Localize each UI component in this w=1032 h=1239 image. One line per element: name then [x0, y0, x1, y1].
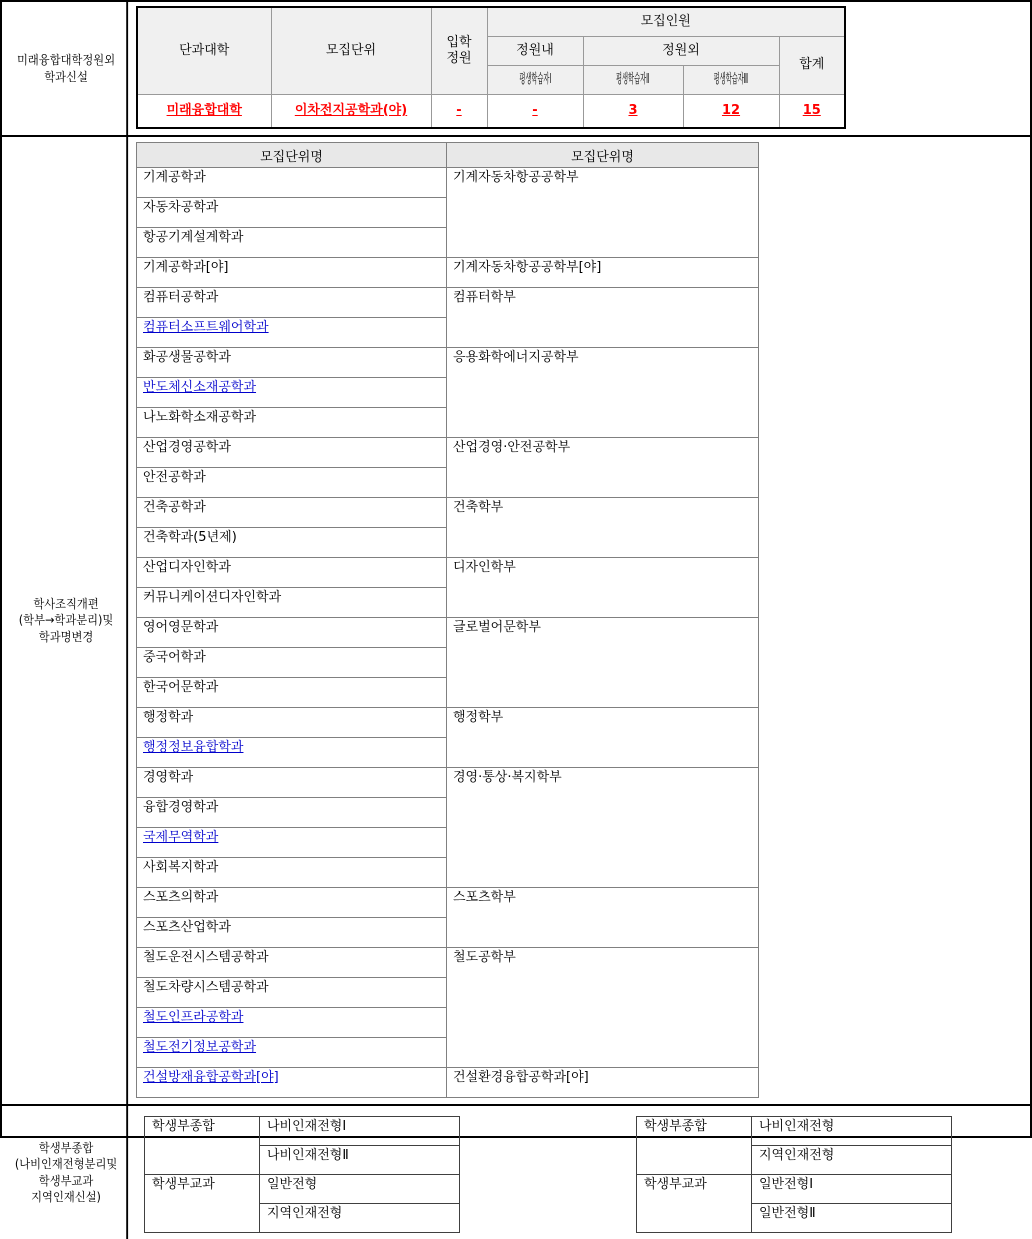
new-unit-cell: 컴퓨터공학과 [137, 288, 447, 318]
new-unit-cell: 자동차공학과 [137, 198, 447, 228]
table-row [137, 348, 759, 378]
admission-before-wrap [136, 1116, 636, 1233]
table-row [637, 1175, 952, 1204]
new-unit-cell: 사회복지학과 [137, 858, 447, 888]
quota-table [136, 6, 846, 129]
admission-label-line-4: 지역인재신설) [31, 1189, 101, 1204]
new-unit-cell: 융합경영학과 [137, 798, 447, 828]
new-unit-cell: 한국어문학과 [137, 678, 447, 708]
old-unit-cell: 기계자동차항공공학부[야] [447, 258, 759, 288]
quota-th-type2: 평생학습자Ⅱ [583, 66, 683, 95]
admission-type-cell: 나비인재전형Ⅰ [260, 1117, 460, 1146]
new-unit-cell: 철도전기정보공학과 [137, 1038, 447, 1068]
new-unit-cell: 중국어학과 [137, 648, 447, 678]
restructure-compare-table [136, 142, 759, 1098]
compare-th-new: 모집단위명 [137, 143, 447, 168]
admission-group-cell: 학생부종합 [637, 1117, 752, 1175]
quota-th-college: 단과대학 [137, 7, 271, 95]
new-unit-cell: 안전공학과 [137, 468, 447, 498]
table-row [137, 708, 759, 738]
quota-th-unit: 모집단위 [271, 7, 431, 95]
quota-th-entrance-quota: 입학 정원 [431, 7, 487, 95]
old-unit-cell: 컴퓨터학부 [447, 288, 759, 348]
table-row [137, 168, 759, 198]
table-row [145, 1175, 460, 1204]
new-unit-cell: 항공기계설계학과 [137, 228, 447, 258]
admission-type-cell: 나비인재전형Ⅱ [260, 1146, 460, 1175]
table-row [137, 258, 759, 288]
new-unit-cell: 건설방재융합공학과[야] [137, 1068, 447, 1098]
admission-type-cell: 일반전형Ⅱ [752, 1204, 952, 1233]
section-admission-body [132, 1106, 1030, 1239]
old-unit-cell: 기계자동차항공공학부 [447, 168, 759, 258]
old-unit-cell: 산업경영·안전공학부 [447, 438, 759, 498]
section-quota-label [6, 2, 128, 135]
admission-type-cell: 일반전형 [260, 1175, 460, 1204]
new-unit-cell: 커뮤니케이션디자인학과 [137, 588, 447, 618]
new-unit-cell: 화공생물공학과 [137, 348, 447, 378]
quota-cell-sum: 15 [779, 95, 845, 129]
new-unit-cell: 스포츠의학과 [137, 888, 447, 918]
restructure-label-line-2: (학부→학과분리)및 [18, 613, 114, 628]
section-admission [2, 1106, 1030, 1239]
admission-before-table [144, 1116, 460, 1233]
restructure-label-line-1: 학사조직개편 [33, 597, 99, 612]
new-unit-cell: 영어영문학과 [137, 618, 447, 648]
old-unit-cell: 스포츠학부 [447, 888, 759, 948]
table-row [137, 618, 759, 648]
quota-label-line-2: 학과신설 [44, 69, 88, 84]
old-unit-cell: 행정학부 [447, 708, 759, 768]
quota-cell-type3: 12 [683, 95, 779, 129]
table-row [137, 498, 759, 528]
table-row [137, 288, 759, 318]
new-unit-cell: 철도차량시스템공학과 [137, 978, 447, 1008]
table-row [637, 1117, 952, 1146]
admission-label-line-1: 학생부종합 [38, 1141, 94, 1156]
table-row [137, 558, 759, 588]
new-unit-cell: 나노화학소재공학과 [137, 408, 447, 438]
new-unit-cell: 컴퓨터소프트웨어학과 [137, 318, 447, 348]
admission-type-cell: 일반전형Ⅰ [752, 1175, 952, 1204]
admission-after-tbody [637, 1117, 952, 1233]
old-unit-cell: 건설환경융합공학과[야] [447, 1068, 759, 1098]
old-unit-cell: 건축학부 [447, 498, 759, 558]
table-row [137, 948, 759, 978]
admission-type-cell: 나비인재전형 [752, 1117, 952, 1146]
old-unit-cell: 철도공학부 [447, 948, 759, 1068]
old-unit-cell: 디자인학부 [447, 558, 759, 618]
new-unit-cell: 반도체신소재공학과 [137, 378, 447, 408]
quota-cell-entrance-quota: - [431, 95, 487, 129]
quota-cell-college: 미래융합대학 [137, 95, 271, 129]
quota-th-outside: 정원외 [583, 37, 779, 66]
quota-cell-type2: 3 [583, 95, 683, 129]
admission-label-line-3: 학생부교과 [38, 1173, 94, 1188]
compare-tbody [137, 168, 759, 1098]
quota-header-row-1 [137, 7, 845, 37]
compare-header-row [137, 143, 759, 168]
section-quota [2, 2, 1030, 137]
quota-data-row [137, 95, 845, 129]
section-quota-body [132, 2, 1030, 135]
new-unit-cell: 산업디자인학과 [137, 558, 447, 588]
section-restructure [2, 137, 1030, 1106]
section-restructure-body [132, 137, 1030, 1104]
new-unit-cell: 행정정보융합학과 [137, 738, 447, 768]
compare-th-old: 모집단위명 [447, 143, 759, 168]
admission-after-table [636, 1116, 952, 1233]
quota-th-type3: 평생학습자Ⅲ [683, 66, 779, 95]
admission-group-cell: 학생부교과 [637, 1175, 752, 1233]
section-restructure-label [6, 137, 128, 1104]
table-row [137, 768, 759, 798]
new-unit-cell: 건축학과(5년제) [137, 528, 447, 558]
old-unit-cell: 경영·통상·복지학부 [447, 768, 759, 888]
section-admission-label [6, 1106, 128, 1239]
admission-type-cell: 지역인재전형 [260, 1204, 460, 1233]
admission-group-cell: 학생부종합 [145, 1117, 260, 1175]
old-unit-cell: 글로벌어문학부 [447, 618, 759, 708]
table-row [137, 438, 759, 468]
admission-group-cell: 학생부교과 [145, 1175, 260, 1233]
quota-label-line-1: 미래융합대학정원외 [17, 53, 116, 68]
new-unit-cell: 철도운전시스템공학과 [137, 948, 447, 978]
quota-th-recruit-total: 모집인원 [487, 7, 845, 37]
new-unit-cell: 스포츠산업학과 [137, 918, 447, 948]
admission-before-tbody [145, 1117, 460, 1233]
quota-th-within: 정원내 [487, 37, 583, 66]
new-unit-cell: 경영학과 [137, 768, 447, 798]
restructure-label-line-3: 학과명변경 [38, 629, 94, 644]
table-row [137, 1068, 759, 1098]
quota-th-type1: 평생학습자Ⅰ [487, 66, 583, 95]
admission-after-wrap [636, 1116, 996, 1233]
admission-type-cell: 지역인재전형 [752, 1146, 952, 1175]
new-unit-cell: 건축공학과 [137, 498, 447, 528]
new-unit-cell: 국제무역학과 [137, 828, 447, 858]
old-unit-cell: 응용화학에너지공학부 [447, 348, 759, 438]
new-unit-cell: 철도인프라공학과 [137, 1008, 447, 1038]
new-unit-cell: 행정학과 [137, 708, 447, 738]
new-unit-cell: 기계공학과[야] [137, 258, 447, 288]
quota-cell-unit: 이차전지공학과(야) [271, 95, 431, 129]
quota-cell-within: - [487, 95, 583, 129]
quota-th-sum: 합계 [779, 37, 845, 95]
admission-label-line-2: (나비인재전형분리및 [14, 1157, 118, 1172]
table-row [145, 1117, 460, 1146]
new-unit-cell: 산업경영공학과 [137, 438, 447, 468]
table-row [137, 888, 759, 918]
new-unit-cell: 기계공학과 [137, 168, 447, 198]
